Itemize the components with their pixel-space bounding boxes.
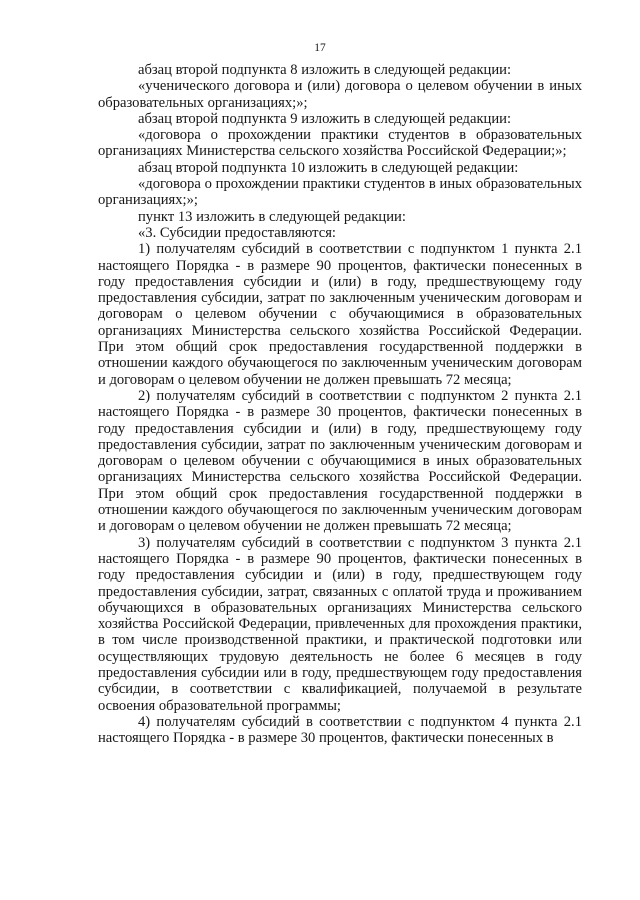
paragraph: «3. Субсидии предоставляются: (138, 224, 336, 241)
paragraph: абзац второй подпункта 9 изложить в следующей редакции: (138, 110, 512, 127)
paragraph: «договора о прохождении практики студентов в иных образовательных организациях;»; (98, 176, 582, 209)
paragraph: 3) получателям субсидий в соответствии с подпунктом 3 пункта 2.1 настоящего Порядка - в размере 90 процентов, фактически понесенных в году предоставления субсидии и (или) в году, предшествующем году предоставления субсидии, затрат, связанных с оплатой труда и проживанием обучающихся в образовательных организациях Министерства сельского хозяйства Российской Федерации, привлеченных для прохождения практики, в том числе производственной практики, и практической подготовки или осуществляющих трудовую деятельность не более 6 месяцев в году предоставления субсидии или в году, предшествующем году предоставления субсидии, в соответствии с квалификацией, получаемой в результате освоения образовательной программы; (98, 534, 582, 714)
paragraph: 2) получателям субсидий в соответствии с подпунктом 2 пункта 2.1 настоящего Порядка - в размере 30 процентов, фактически понесенных в году предоставления субсидии и (или) в году, предшествующему году предоставления субсидии, затрат по заключенным ученическим договорам и договорам о целевом обучении с обучающимися в иных образовательных организациях Министерства сельского хозяйства Российской Федерации. При этом общий срок предоставления государственной поддержки в отношении каждого обучающегося по заключенным ученическим договорам и договорам о целевом обучении не должен превышать 72 месяца; (98, 387, 582, 535)
document-body (98, 62, 582, 746)
paragraph: 1) получателям субсидий в соответствии с подпунктом 1 пункта 2.1 настоящего Порядка - в размере 90 процентов, фактически понесенных в году предоставления субсидии и (или) в году, предшествующему году предоставления субсидии, затрат по заключенным ученическим договорам и договорам о целевом обучении с обучающимися в образовательных организациях Министерства сельского хозяйства Российской Федерации. При этом общий срок предоставления государственной поддержки в отношении каждого обучающегося по заключенным ученическим договорам и договорам о целевом обучении не должен превышать 72 месяца; (98, 241, 582, 388)
page-number: 17 (314, 42, 326, 54)
paragraph: абзац второй подпункта 8 изложить в следующей редакции: (138, 62, 512, 78)
paragraph: «договора о прохождении практики студентов в образовательных организациях Министерства сельского хозяйства Российской Федерации;»; (98, 127, 582, 160)
paragraph: абзац второй подпункта 10 изложить в следующей редакции: (138, 159, 519, 176)
paragraph: пункт 13 изложить в следующей редакции: (138, 208, 406, 225)
paragraph: «ученического договора и (или) договора о целевом обучении в иных образовательных организациях;»; (98, 78, 582, 111)
paragraph: 4) получателям субсидий в соответствии с подпунктом 4 пункта 2.1 настоящего Порядка - в размере 30 процентов, фактически понесенных в (98, 713, 582, 747)
